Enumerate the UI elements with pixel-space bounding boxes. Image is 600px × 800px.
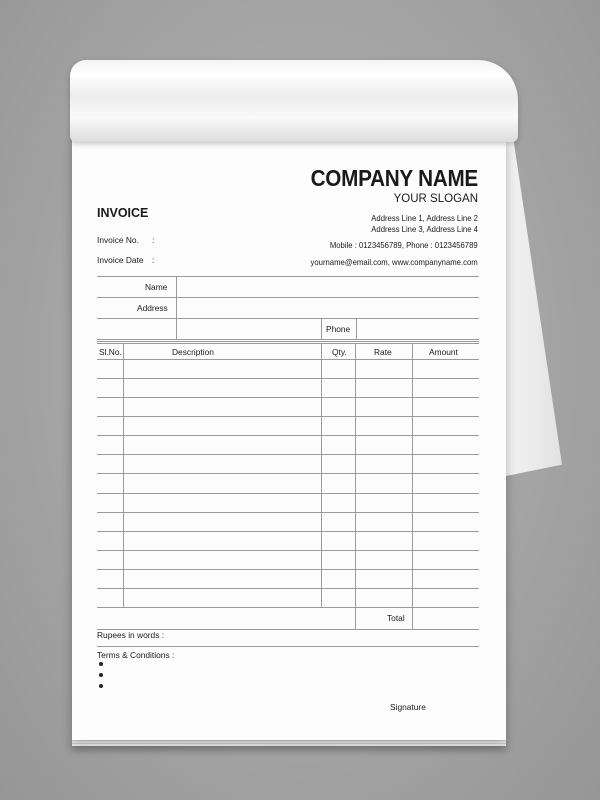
table-row-line <box>97 588 479 589</box>
table-top-line-2 <box>97 343 479 344</box>
table-top-line <box>97 341 479 342</box>
table-row-line <box>97 435 479 436</box>
col-rate: Rate <box>374 347 392 357</box>
address-line-2: Address Line 3, Address Line 4 <box>371 224 478 234</box>
table-row-line <box>97 416 479 417</box>
customer-line-2 <box>97 297 479 298</box>
table-row-line <box>97 531 479 532</box>
invoice-sheet <box>72 140 506 740</box>
name-label: Name <box>145 282 168 292</box>
terms-label: Terms & Conditions : <box>97 650 175 660</box>
web-line: yourname@email.com, www.companyname.com <box>310 257 478 267</box>
col-qty: Qty. <box>332 347 347 357</box>
col-description: Description <box>172 347 214 357</box>
invoice-title: INVOICE <box>97 206 149 220</box>
table-row-line <box>97 454 479 455</box>
phone-divider-left <box>321 318 322 339</box>
col-line-3 <box>355 343 356 629</box>
phone-divider-right <box>356 318 357 339</box>
address-label: Address <box>137 303 168 313</box>
rupees-line <box>97 646 479 647</box>
invoice-date-sep: : <box>152 255 155 265</box>
table-row-line <box>97 550 479 551</box>
col-slno: Sl.No. <box>99 347 122 357</box>
table-row-line <box>97 397 479 398</box>
company-slogan: YOUR SLOGAN <box>393 193 478 205</box>
invoice-number-sep: : <box>152 235 155 245</box>
table-row-line <box>97 378 479 379</box>
invoice-date-label: Invoice Date <box>97 255 144 265</box>
table-row-line <box>97 493 479 494</box>
company-name: COMPANY NAME <box>310 165 478 191</box>
total-label: Total <box>387 613 405 623</box>
invoice-number-label: Invoice No. <box>97 235 139 245</box>
col-line-4 <box>412 343 413 629</box>
terms-bullet <box>99 662 103 666</box>
address-line-1: Address Line 1, Address Line 2 <box>371 213 478 223</box>
customer-divider <box>176 276 177 339</box>
signature-label: Signature <box>390 702 426 712</box>
phone-label: Phone <box>326 324 351 334</box>
table-bottom-line <box>97 607 479 608</box>
terms-bullet <box>99 673 103 677</box>
customer-line-3 <box>97 318 479 319</box>
table-row-line <box>97 512 479 513</box>
col-line-1 <box>123 343 124 607</box>
rupees-label: Rupees in words : <box>97 630 165 640</box>
customer-bottom-line <box>97 339 479 340</box>
table-row-line <box>97 569 479 570</box>
notepad-binding-roll <box>70 60 518 142</box>
contact-line: Mobile : 0123456789, Phone : 0123456789 <box>330 240 478 250</box>
table-row-line <box>97 473 479 474</box>
table-row-line <box>97 359 479 360</box>
customer-top-line <box>97 276 479 277</box>
col-amount: Amount <box>429 347 458 357</box>
col-line-2 <box>321 343 322 607</box>
terms-bullet <box>99 684 103 688</box>
